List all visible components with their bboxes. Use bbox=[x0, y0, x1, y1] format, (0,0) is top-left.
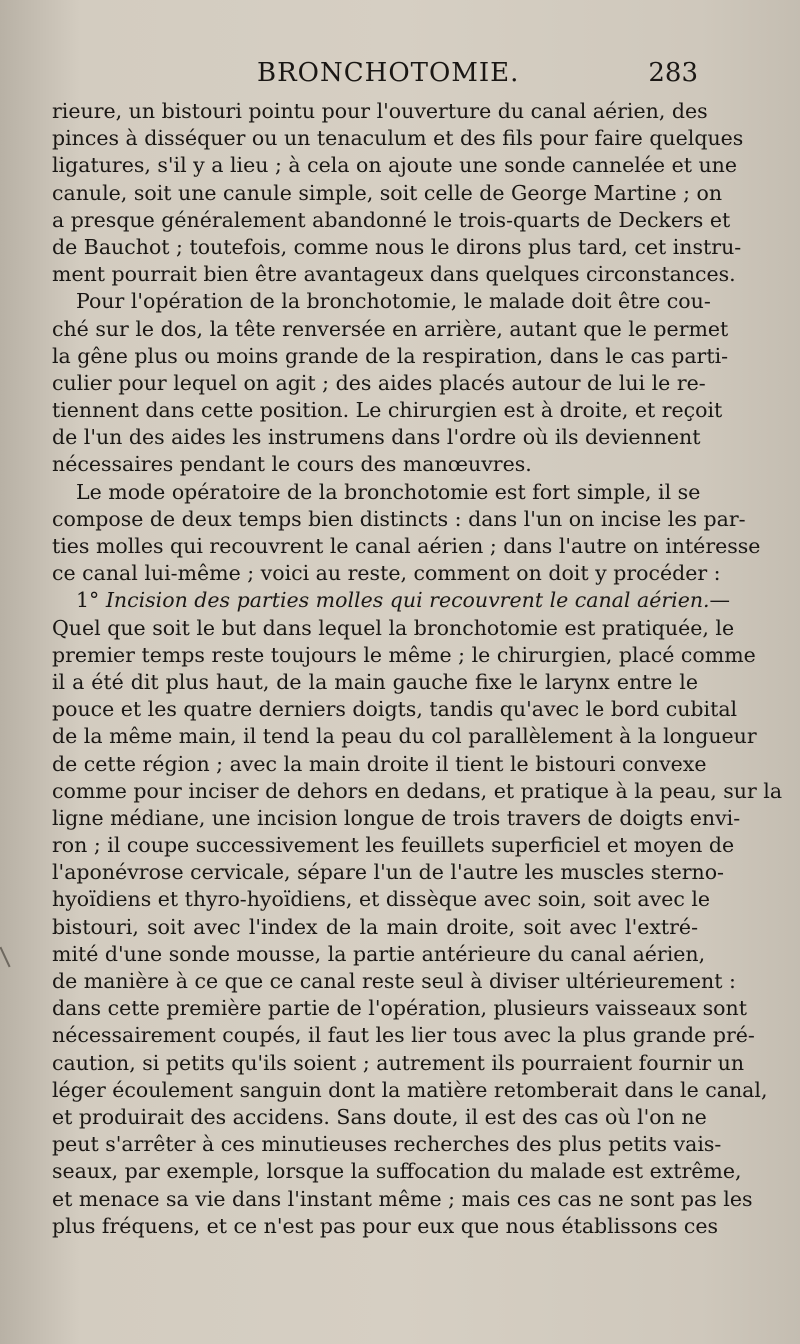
text-line: plus fréquens, et ce n'est pas pour eux que nous établissons ces bbox=[52, 1213, 719, 1238]
text-line: pinces à disséquer ou un tenaculum et des fils pour faire quelques bbox=[52, 126, 744, 151]
text-line: mité d'une sonde mousse, la partie antérieure du canal aérien, bbox=[52, 941, 706, 966]
text-line: Le mode opératoire de la bronchotomie est fort simple, il se bbox=[76, 479, 701, 504]
text-line: ment pourrait bien être avantageux dans quelques circonstances. bbox=[52, 262, 736, 287]
text-line: a presque généralement abandonné le trois-quarts de Deckers et bbox=[52, 207, 731, 232]
text-line: hyoïdiens et thyro-hyoïdiens, et dissèque avec soin, soit avec le bbox=[52, 887, 711, 912]
text-line: dans cette première partie de l'opération, plusieurs vaisseaux sont bbox=[52, 996, 747, 1021]
text-line: tiennent dans cette position. Le chirurgien est à droite, et reçoit bbox=[52, 398, 723, 423]
book-page bbox=[52, 58, 783, 1240]
text-line: ce canal lui-même ; voici au reste, comment on doit y procéder : bbox=[52, 561, 721, 586]
text-line: léger écoulement sanguin dont la matière retomberait dans le canal, bbox=[52, 1077, 768, 1102]
text-line: nécessaires pendant le cours des manœuvres. bbox=[52, 452, 532, 477]
text-line bbox=[52, 587, 731, 614]
text-line: pouce et les quatre derniers doigts, tandis qu'avec le bord cubital bbox=[52, 697, 738, 722]
text-line: la gêne plus ou moins grande de la respiration, dans le cas parti- bbox=[52, 343, 729, 368]
text-line: de manière à ce que ce canal reste seul à diviser ultérieurement : bbox=[52, 969, 736, 993]
margin-mark bbox=[0, 947, 11, 968]
text-line: Pour l'opération de la bronchotomie, le malade doit être cou- bbox=[76, 289, 711, 314]
text-line: de l'un des aides les instrumens dans l'ordre où ils deviennent bbox=[52, 425, 701, 450]
text-line: ties molles qui recouvrent le canal aérien ; dans l'autre on intéresse bbox=[52, 534, 761, 558]
section-number: 1° bbox=[76, 588, 106, 613]
running-header bbox=[52, 58, 698, 98]
text-line: seaux, par exemple, lorsque la suffocation du malade est extrême, bbox=[52, 1159, 742, 1184]
body-text bbox=[52, 98, 783, 1240]
text-line: ligne médiane, une incision longue de trois travers de doigts envi- bbox=[52, 805, 741, 830]
section-heading: Incision des parties molles qui recouvrent le canal aérien. bbox=[105, 588, 710, 613]
text-line: rieure, un bistouri pointu pour l'ouverture du canal aérien, des bbox=[52, 99, 708, 123]
text-line: nécessairement coupés, il faut les lier tous avec la plus grande pré- bbox=[52, 1023, 755, 1048]
text-line: et produirait des accidens. Sans doute, il est des cas où l'on ne bbox=[52, 1104, 707, 1129]
text-line: premier temps reste toujours le même ; le chirurgien, placé comme bbox=[52, 642, 756, 667]
text-line: compose de deux temps bien distincts : dans l'un on incise les par- bbox=[52, 506, 746, 531]
text-line: l'aponévrose cervicale, sépare l'un de l'autre les muscles sterno- bbox=[52, 860, 724, 885]
text-line: bistouri, soit avec l'index de la main droite, soit avec l'extré- bbox=[52, 914, 698, 939]
text-line: et menace sa vie dans l'instant même ; mais ces cas ne sont pas les bbox=[52, 1186, 753, 1211]
text-line: Quel que soit le but dans lequel la bronchotomie est pratiquée, le bbox=[52, 615, 735, 640]
text-line: de la même main, il tend la peau du col parallèlement à la longueur bbox=[52, 724, 757, 749]
text-line: ron ; il coupe successivement les feuillets superficiel et moyen de bbox=[52, 833, 735, 858]
page-number: 283 bbox=[648, 58, 698, 88]
text-line: canule, soit une canule simple, soit celle de George Martine ; on bbox=[52, 180, 723, 205]
text-line: peut s'arrêter à ces minutieuses recherches des plus petits vais- bbox=[52, 1132, 722, 1157]
section-dash: — bbox=[709, 588, 731, 613]
text-line: ché sur le dos, la tête renversée en arrière, autant que le permet bbox=[52, 316, 729, 341]
running-title: BRONCHOTOMIE. bbox=[257, 58, 520, 88]
text-line: il a été dit plus haut, de la main gauche fixe le larynx entre le bbox=[52, 669, 698, 694]
text-line: caution, si petits qu'ils soient ; autrement ils pourraient fournir un bbox=[52, 1050, 745, 1075]
text-line: ligatures, s'il y a lieu ; à cela on ajoute une sonde cannelée et une bbox=[52, 153, 737, 178]
text-line: de Bauchot ; toutefois, comme nous le dirons plus tard, cet instru- bbox=[52, 234, 742, 259]
text-line: comme pour inciser de dehors en dedans, et pratique à la peau, sur la bbox=[52, 778, 783, 803]
text-line: de cette région ; avec la main droite il tient le bistouri convexe bbox=[52, 751, 707, 776]
text-line: culier pour lequel on agit ; des aides placés autour de lui le re- bbox=[52, 370, 706, 395]
